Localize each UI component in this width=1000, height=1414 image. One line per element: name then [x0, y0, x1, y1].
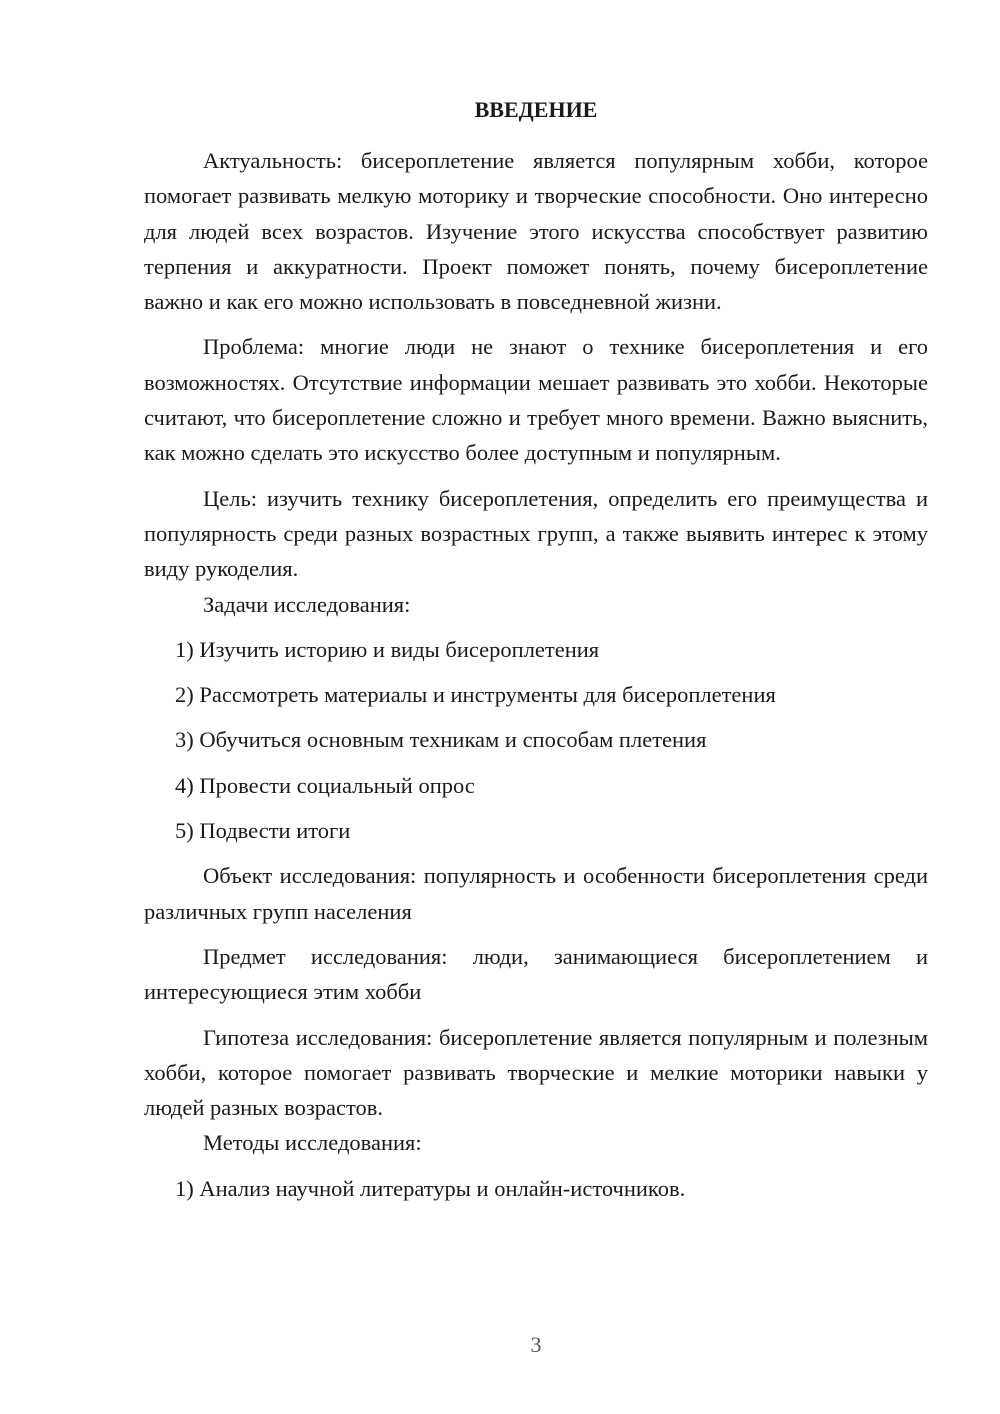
page-number: 3 — [530, 1332, 542, 1357]
problem-paragraph: Проблема: многие люди не знают о технике бисероплетения и его возможностях. Отсутствие информации мешает развивать это хобби. Некоторые считают, что бисероплетение сложно и требует много времени. Важно выяснить, как можно сделать это искусство более доступным и популярным. — [144, 334, 928, 466]
hypothesis-paragraph: Гипотеза исследования: бисероплетение является популярным и полезным хобби, которое помогает развивать творческие и мелкие моторики навыки у людей разных возрастов. — [144, 1024, 928, 1121]
subject-paragraph: Предмет исследования: люди, занимающиеся бисероплетением и интересующиеся этим хобби — [144, 943, 928, 1005]
task-item: 2) Рассмотреть материалы и инструменты для бисероплетения — [175, 682, 776, 708]
task-item: 4) Провести социальный опрос — [175, 772, 475, 798]
task-item: 5) Подвести итоги — [175, 818, 351, 844]
task-item: 3) Обучиться основным техникам и способам плетения — [175, 727, 707, 753]
tasks-heading: Задачи исследования: — [203, 591, 411, 617]
relevance-paragraph: Актуальность: бисероплетение является популярным хобби, которое помогает развивать мелкую моторику и творческие способности. Оно интересно для людей всех возрастов. Изучение этого искусства способствует развитию терпения и аккуратности. Проект поможет понять, почему бисероплетение важно и как его можно использовать в повседневной жизни. — [144, 148, 928, 315]
tasks-list — [144, 632, 928, 848]
goal-paragraph: Цель: изучить технику бисероплетения, определить его преимущества и популярность среди разных возрастных групп, а также выявить интерес к этому виду рукоделия. — [144, 485, 928, 582]
method-item: 1) Анализ научной литературы и онлайн-источников. — [175, 1175, 686, 1201]
object-paragraph: Объект исследования: популярность и особенности бисероплетения среди различных групп населения — [144, 863, 928, 924]
document-title: ВВЕДЕНИЕ — [474, 97, 598, 122]
methods-list — [144, 1171, 928, 1206]
document-page — [144, 93, 928, 1206]
methods-heading: Методы исследования: — [203, 1130, 422, 1156]
task-item: 1) Изучить историю и виды бисероплетения — [175, 636, 600, 662]
